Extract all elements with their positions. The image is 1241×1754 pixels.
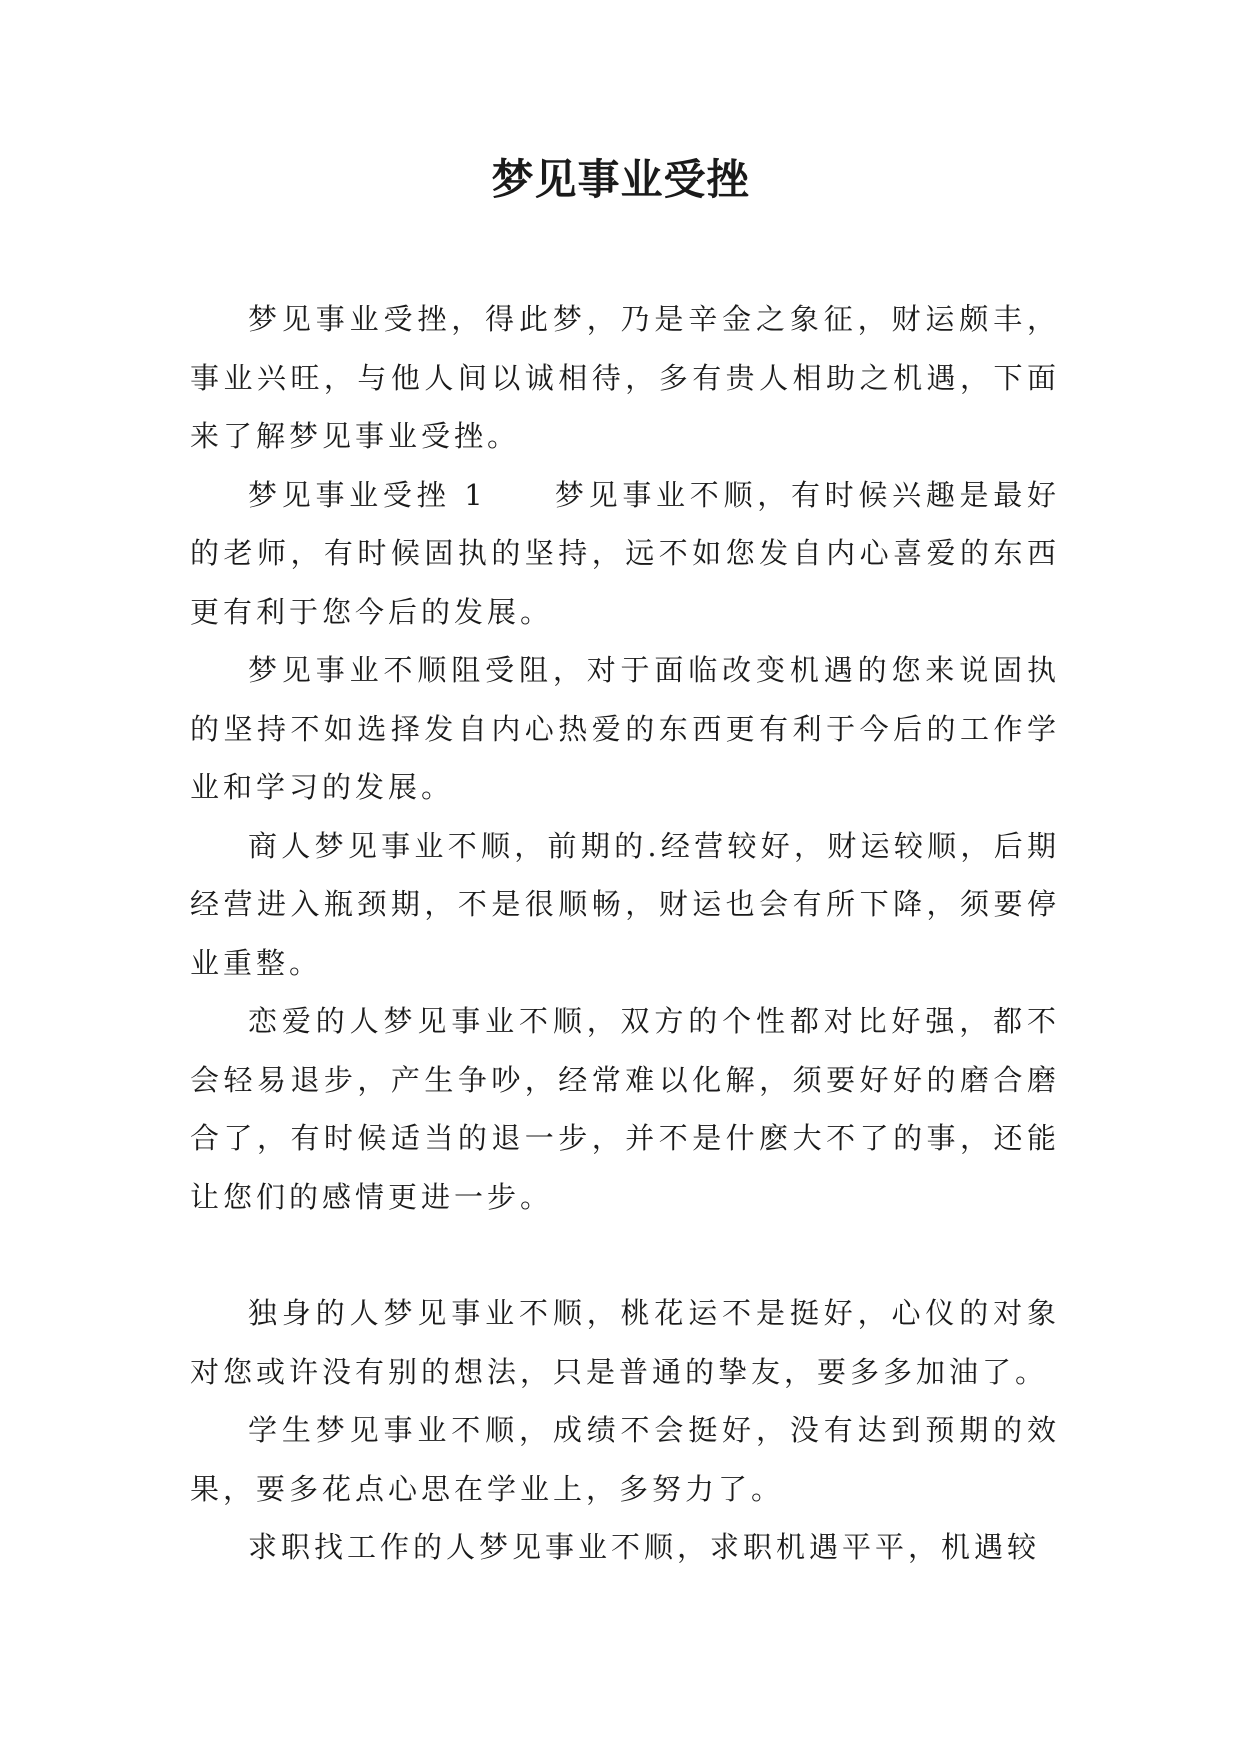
paragraph: 求职找工作的人梦见事业不顺，求职机遇平平，机遇较 xyxy=(248,1530,1041,1564)
document-title: 梦见事业受挫 xyxy=(491,155,750,204)
paragraph: 商人梦见事业不顺，前期的.经营较好，财运较顺，后期经营进入瓶颈期，不是很顺畅，财运也会有所下降，须要停业重整。 xyxy=(190,828,1060,980)
document-body xyxy=(190,290,1060,1577)
paragraph: 梦见事业受挫，得此梦，乃是辛金之象征，财运颇丰，事业兴旺，与他人间以诚相待，多有贵人相助之机遇，下面来了解梦见事业受挫。 xyxy=(190,302,1060,453)
paragraph: 梦见事业受挫 1 梦见事业不顺，有时候兴趣是最好的老师，有时候固执的坚持，远不如您发自内心喜爱的东西更有利于您今后的发展。 xyxy=(190,477,1060,629)
paragraph: 独身的人梦见事业不顺，桃花运不是挺好，心仪的对象对您或许没有别的想法，只是普通的挚友，要多多加油了。 xyxy=(190,1296,1060,1389)
paragraph: 梦见事业不顺阻受阻，对于面临改变机遇的您来说固执的坚持不如选择发自内心热爱的东西更有利于今后的工作学业和学习的发展。 xyxy=(190,653,1060,804)
paragraph-spacer xyxy=(190,1226,1060,1284)
paragraph: 学生梦见事业不顺，成绩不会挺好，没有达到预期的效果，要多花点心思在学业上，多努力了。 xyxy=(190,1413,1060,1506)
paragraph: 恋爱的人梦见事业不顺，双方的个性都对比好强，都不会轻易退步，产生争吵，经常难以化解，须要好好的磨合磨合了，有时候适当的退一步，并不是什麽大不了的事，还能让您们的感情更进一步。 xyxy=(190,1004,1060,1214)
